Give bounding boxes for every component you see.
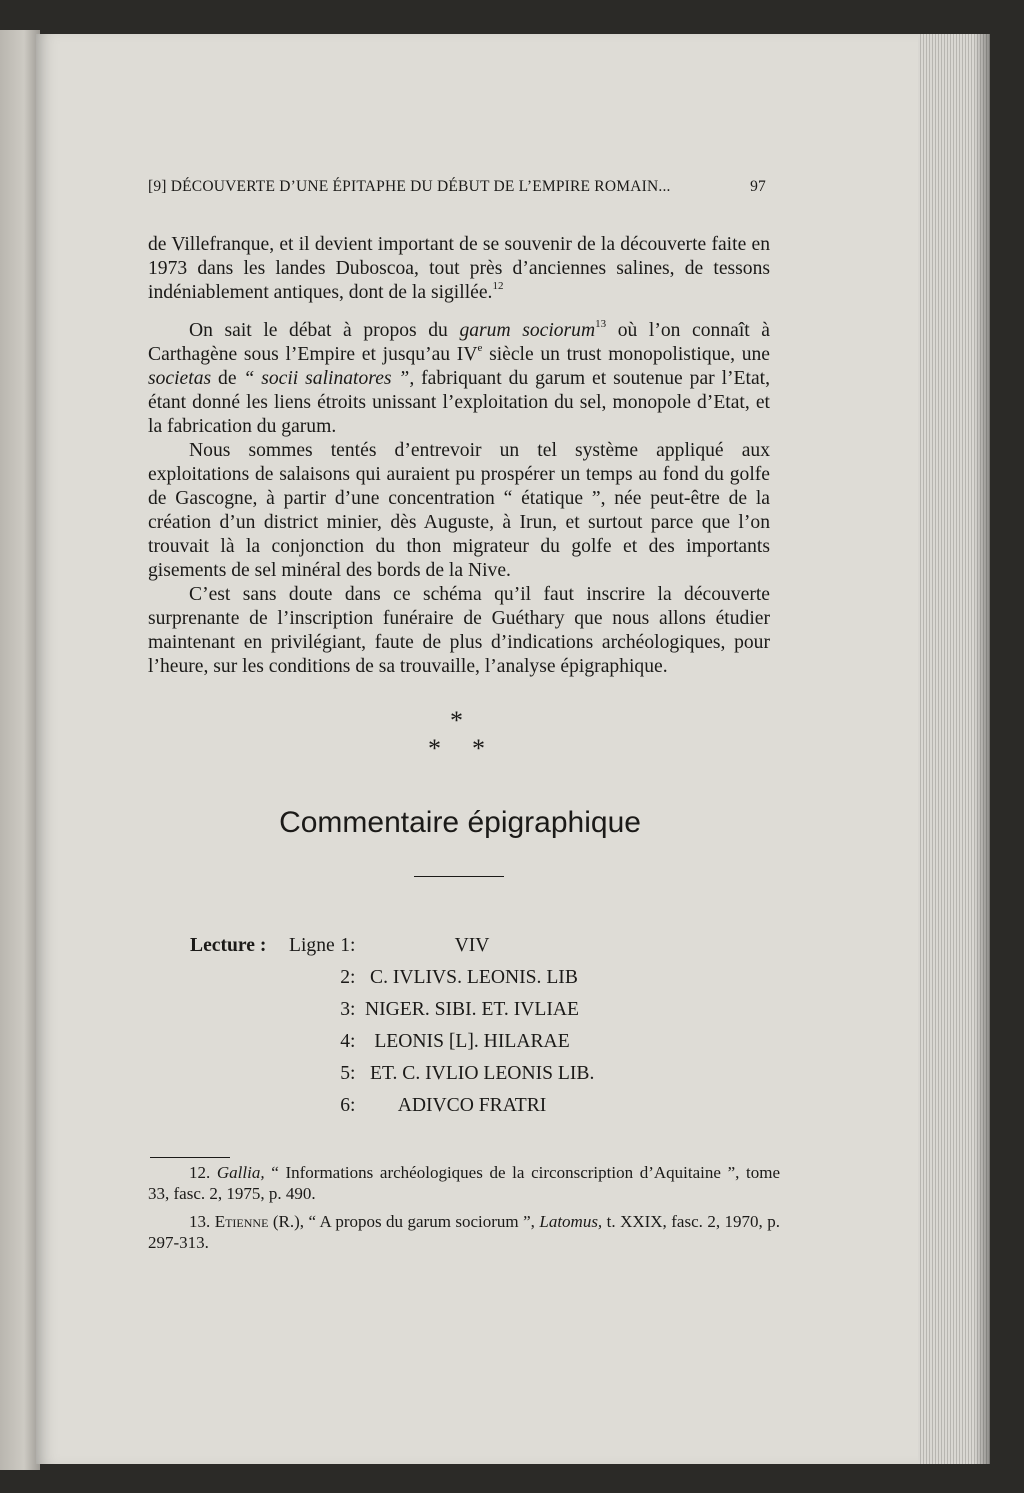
lecture-line <box>190 967 650 999</box>
line-text: LEONIS [L]. HILARAE <box>374 1031 570 1052</box>
footnote-13 <box>148 1211 780 1253</box>
page-number: 97 <box>750 178 766 195</box>
line-text: C. IVLIVS. LEONIS. LIB <box>370 967 578 988</box>
line-text: NIGER. SIBI. ET. IVLIAE <box>364 999 580 1020</box>
line-number: 5 <box>340 1063 350 1084</box>
line-number: 6 <box>340 1095 350 1116</box>
footnote-ref-13[interactable]: 13 <box>595 318 607 330</box>
page-stack-edge <box>918 34 990 1464</box>
line-colon: : <box>350 999 356 1020</box>
footnote-ref-12[interactable]: 12 <box>492 280 504 292</box>
lecture-line <box>190 1031 650 1063</box>
paragraph-2-start: On sait le débat à propos du <box>189 320 460 341</box>
paragraph-1 <box>148 233 770 305</box>
title-underline <box>414 876 504 877</box>
term-garum-sociorum: garum sociorum <box>459 320 596 341</box>
term-socii-salinatores: “ socii salinatores ”, <box>243 368 415 389</box>
line-number: 3 <box>340 999 350 1020</box>
paragraph-2-mid2: siècle un trust monopolistique, une <box>482 344 770 365</box>
section-separator <box>420 706 500 762</box>
paragraph-1-text: de Villefranque, et il devient important de se souvenir de la découverte faite en 1973 dans les landes Duboscoa, tout près d’anciennes salines, de tessons indéniablement antiques, dont de la sigillée. <box>148 234 770 303</box>
term-societas: societas <box>148 368 212 389</box>
ligne-label: Ligne <box>289 935 335 956</box>
footnote-13-text: (R.), “ A propos du garum sociorum ”, <box>268 1212 540 1231</box>
line-colon: : <box>350 1095 356 1116</box>
lecture-line <box>190 1063 650 1095</box>
footnote-number: 13. <box>189 1212 211 1231</box>
footnote-13-end: t. XXIX, fasc. 2, 1970, p. 297-313. <box>148 1212 780 1252</box>
facing-page-edge <box>0 30 40 1470</box>
line-text: VIV <box>454 935 490 956</box>
line-colon: : <box>350 967 356 988</box>
footnote-12-journal: Gallia, <box>216 1163 265 1182</box>
paragraph-4: C’est sans doute dans ce schéma qu’il faut inscrire la découverte surprenante de l’inscription funéraire de Guéthary que nous allons étudier maintenant en privilégiant, faute de plus d’indications archéologiques, pour l’heure, sur les conditions de sa trouvaille, l’analyse épigraphique. <box>148 584 770 677</box>
footnote-13-journal: Latomus, <box>539 1212 603 1231</box>
line-text: ET. C. IVLIO LEONIS LIB. <box>370 1063 595 1084</box>
separator-star: * <box>450 706 463 735</box>
line-number: 2 <box>340 967 350 988</box>
lecture-line <box>190 999 650 1031</box>
paragraph-2 <box>148 319 770 439</box>
paragraph-3: Nous sommes tentés d’entrevoir un tel système appliqué aux exploitations de salaisons qui auraient pu prospérer un temps au fond du golfe de Gascogne, à partir d’une concentration “ étatique ”, née peut-être de la création d’un district minier, dès Auguste, à Irun, et surtout parce que l’on trouvait là la conjonction du thon migrateur du golfe et des importants gisements de sel minéral des bords de la Nive. <box>148 440 770 581</box>
footnote-12-text: “ Informations archéologiques de la circonscription d’Aquitaine ”, tome 33, fasc. 2, 1975, p. 490. <box>148 1163 781 1203</box>
paragraph-2-end: fabriquant du garum et soutenue par l’Etat, étant donné les liens étroits unissant l’exploitation du sel, monopole d’Etat, et la fabrication du garum. <box>148 368 770 437</box>
lecture-line <box>190 1095 650 1127</box>
footnote-12 <box>148 1162 780 1204</box>
footnotes <box>148 1162 780 1260</box>
century-superscript: e <box>477 342 483 354</box>
line-text: ADIVCO FRATRI <box>397 1095 547 1116</box>
footnote-number: 12. <box>189 1163 211 1182</box>
separator-star: * <box>472 734 485 763</box>
separator-star: * <box>428 734 441 763</box>
running-head-title: [9] DÉCOUVERTE D’UNE ÉPITAPHE DU DÉBUT DE L’EMPIRE ROMAIN... <box>148 178 671 195</box>
footnote-13-author: Etienne <box>214 1212 269 1231</box>
line-colon: : <box>350 935 356 956</box>
footnote-rule <box>150 1157 230 1158</box>
lecture-block <box>190 935 650 1127</box>
section-title: Commentaire épigraphique <box>279 806 641 839</box>
lecture-label: Lecture : <box>190 935 267 956</box>
paragraph-2-mid3: de <box>211 368 244 389</box>
lecture-line <box>190 935 650 967</box>
line-number: 4 <box>340 1031 350 1052</box>
line-colon: : <box>350 1031 356 1052</box>
body-text <box>148 233 770 679</box>
paragraph-2-mid1: où l’on connaît à Carthagène sous l’Empire et jusqu’au IV <box>148 320 770 365</box>
line-colon: : <box>350 1063 356 1084</box>
running-header <box>148 178 766 196</box>
line-number: 1 <box>340 935 350 956</box>
